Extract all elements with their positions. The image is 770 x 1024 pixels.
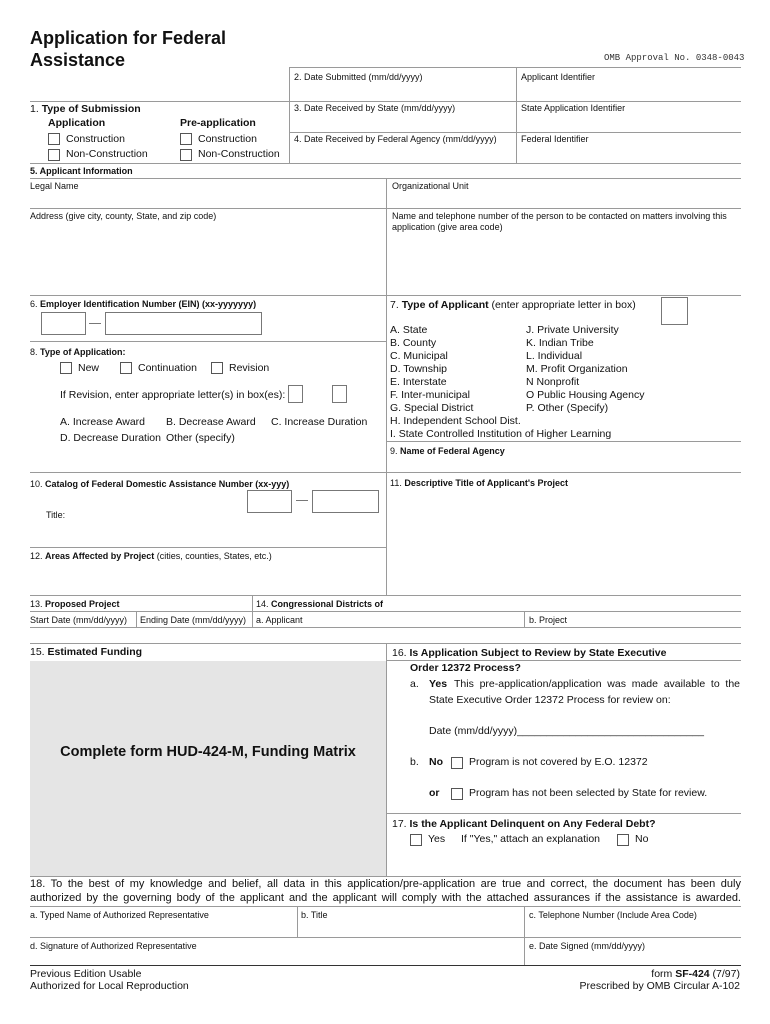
eo12372-yes-text-line1: This pre-application/application was made available to the	[454, 678, 740, 690]
new-checkbox[interactable]	[60, 362, 72, 374]
applicant-identifier-label: Applicant Identifier	[521, 72, 596, 82]
date-received-state-label: 3. Date Received by State (mm/dd/yyyy)	[294, 103, 456, 113]
ein-label: 6. Employer Identification Number (EIN) (xx-yyyyyyy)	[30, 299, 257, 309]
not-selected-label: Program has not been selected by State for review.	[469, 787, 708, 799]
signature-label: d. Signature of Authorized Representative	[30, 941, 197, 951]
cfda-title-label: Title:	[46, 510, 66, 520]
applicant-type-item: A. State	[390, 324, 428, 336]
application-construction-label: Construction	[66, 133, 125, 145]
eo12372-b-marker: b.	[410, 756, 419, 768]
application-nonconstruction-checkbox[interactable]	[48, 149, 60, 161]
areas-affected-label: 12. Areas Affected by Project (cities, counties, States, etc.)	[30, 551, 272, 561]
eo12372-a-marker: a.	[410, 678, 419, 690]
eo12372-yes-label: Yes	[429, 678, 448, 690]
cfda-prefix-input[interactable]	[247, 490, 292, 513]
application-construction-checkbox[interactable]	[48, 133, 60, 145]
applicant-type-item: M. Profit Organization	[526, 363, 628, 375]
revision-option-other: Other (specify)	[166, 432, 235, 444]
project-title-label: 11. Descriptive Title of Applicant's Project	[390, 478, 569, 488]
preapp-nonconstruction-label: Non-Construction	[198, 148, 280, 160]
certification-line1: 18. To the best of my knowledge and belief, all data in this application/pre-application are true and correct, the document has been duly	[30, 878, 741, 890]
footer-previous-edition: Previous Edition Usable	[30, 968, 142, 980]
debt-explanation-label: If "Yes," attach an explanation	[461, 833, 600, 845]
eo12372-no-label: No	[429, 756, 443, 768]
revision-letter-input-2[interactable]	[332, 385, 347, 403]
applicant-type-item: P. Other (Specify)	[526, 402, 609, 414]
funding-matrix-panel	[30, 661, 386, 876]
contact-person-label-line2: application (give area code)	[392, 222, 503, 232]
address-label: Address (give city, county, State, and zip code)	[30, 211, 217, 221]
new-label: New	[78, 362, 100, 374]
footer-reproduction: Authorized for Local Reproduction	[30, 980, 189, 992]
debt-yes-label: Yes	[428, 833, 446, 845]
continuation-label: Continuation	[138, 362, 197, 374]
organizational-unit-label: Organizational Unit	[392, 181, 469, 191]
debt-yes-checkbox[interactable]	[410, 834, 422, 846]
footer-form-number: form SF-424 (7/97)	[651, 968, 740, 980]
eo12372-question-line1: 16. Is Application Subject to Review by State Executive	[392, 647, 667, 659]
preapp-construction-checkbox[interactable]	[180, 133, 192, 145]
applicant-types-right-list	[526, 324, 644, 415]
type-of-applicant-label: 7. Type of Applicant (enter appropriate letter in box)	[390, 299, 636, 311]
continuation-checkbox[interactable]	[120, 362, 132, 374]
form-title-line1: Application for Federal	[30, 28, 227, 48]
date-signed-label: e. Date Signed (mm/dd/yyyy)	[529, 941, 646, 951]
proposed-project-label: 13. Proposed Project	[30, 599, 120, 609]
certification-line2: authorized by the governing body of the applicant and the applicant will comply with the attached assurances if the assistance is awarded.	[30, 892, 741, 904]
representative-title-label: b. Title	[301, 910, 328, 920]
ein-prefix-input[interactable]	[41, 312, 86, 335]
omb-approval: OMB Approval No. 0348-0043	[604, 53, 745, 63]
revision-option-d: D. Decrease Duration	[60, 432, 161, 444]
congressional-districts-label: 14. Congressional Districts of	[256, 599, 384, 609]
eo12372-or-label: or	[429, 787, 440, 799]
application-heading: Application	[48, 117, 106, 129]
not-covered-checkbox[interactable]	[451, 757, 463, 769]
debt-no-checkbox[interactable]	[617, 834, 629, 846]
type-of-submission: 1. Type of Submission	[30, 103, 141, 115]
typed-name-label: a. Typed Name of Authorized Representative	[30, 910, 209, 920]
funding-matrix-note: Complete form HUD-424-M, Funding Matrix	[60, 744, 356, 760]
footer-omb-circular: Prescribed by OMB Circular A-102	[579, 980, 740, 992]
revision-letter-input-1[interactable]	[288, 385, 303, 403]
applicant-type-item: I. State Controlled Institution of Higher Learning	[390, 428, 612, 440]
eo12372-yes-text-line2: State Executive Order 12372 Process for review on:	[429, 694, 671, 706]
revision-option-a: A. Increase Award	[60, 416, 146, 428]
applicant-type-item: O Public Housing Agency	[526, 389, 645, 401]
eo12372-question-line2: Order 12372 Process?	[410, 662, 521, 674]
revision-checkbox[interactable]	[211, 362, 223, 374]
date-received-federal-label: 4. Date Received by Federal Agency (mm/dd/yyyy)	[294, 134, 497, 144]
applicant-type-item: F. Inter-municipal	[390, 389, 470, 401]
applicant-type-input[interactable]	[661, 297, 688, 325]
telephone-label: c. Telephone Number (Include Area Code)	[529, 910, 697, 920]
preapp-nonconstruction-checkbox[interactable]	[180, 149, 192, 161]
not-selected-checkbox[interactable]	[451, 788, 463, 800]
debt-no-label: No	[635, 833, 649, 845]
ein-suffix-input[interactable]	[105, 312, 262, 335]
federal-identifier-label: Federal Identifier	[521, 134, 589, 144]
federal-agency-label: 9. Name of Federal Agency	[390, 446, 505, 456]
district-applicant-label: a. Applicant	[256, 615, 303, 625]
revision-option-c: C. Increase Duration	[271, 416, 368, 428]
applicant-information-heading: 5. Applicant Information	[30, 166, 133, 176]
applicant-type-item: H. Independent School Dist.	[390, 415, 521, 427]
eo12372-review-date[interactable]: Date (mm/dd/yyyy)________________________________	[429, 725, 704, 737]
start-date-label: Start Date (mm/dd/yyyy)	[30, 615, 128, 625]
cfda-number-label: 10. Catalog of Federal Domestic Assistance Number (xx-yyy)	[30, 479, 290, 489]
district-project-label: b. Project	[529, 615, 568, 625]
applicant-type-item: D. Township	[390, 363, 448, 375]
preapp-construction-label: Construction	[198, 133, 257, 145]
state-application-id-label: State Application Identifier	[521, 103, 626, 113]
applicant-type-item: N Nonprofit	[526, 376, 580, 388]
contact-person-label-line1: Name and telephone number of the person to be contacted on matters involving this	[392, 211, 727, 221]
federal-debt-question: 17. Is the Applicant Delinquent on Any Federal Debt?	[392, 818, 656, 830]
date-submitted-label: 2. Date Submitted (mm/dd/yyyy)	[294, 72, 423, 82]
applicant-type-item: L. Individual	[526, 350, 583, 362]
not-covered-label: Program is not covered by E.O. 12372	[469, 756, 648, 768]
cfda-suffix-input[interactable]	[312, 490, 379, 513]
applicant-type-item: K. Indian Tribe	[526, 337, 594, 349]
form-title-line2: Assistance	[30, 50, 126, 70]
legal-name-label: Legal Name	[30, 181, 79, 191]
revision-option-b: B. Decrease Award	[166, 416, 256, 428]
estimated-funding-label: 15. Estimated Funding	[30, 646, 143, 658]
applicant-type-item: G. Special District	[390, 402, 474, 414]
revision-label: Revision	[229, 362, 270, 374]
applicant-type-item: B. County	[390, 337, 437, 349]
preapplication-heading: Pre-application	[180, 117, 256, 129]
applicant-type-item: J. Private University	[526, 324, 619, 336]
ending-date-label: Ending Date (mm/dd/yyyy)	[140, 615, 247, 625]
applicant-type-item: C. Municipal	[390, 350, 448, 362]
if-revision-label: If Revision, enter appropriate letter(s) in box(es):	[60, 389, 286, 401]
application-nonconstruction-label: Non-Construction	[66, 148, 148, 160]
applicant-type-item: E. Interstate	[390, 376, 447, 388]
type-of-application-label: 8. Type of Application:	[30, 347, 126, 357]
